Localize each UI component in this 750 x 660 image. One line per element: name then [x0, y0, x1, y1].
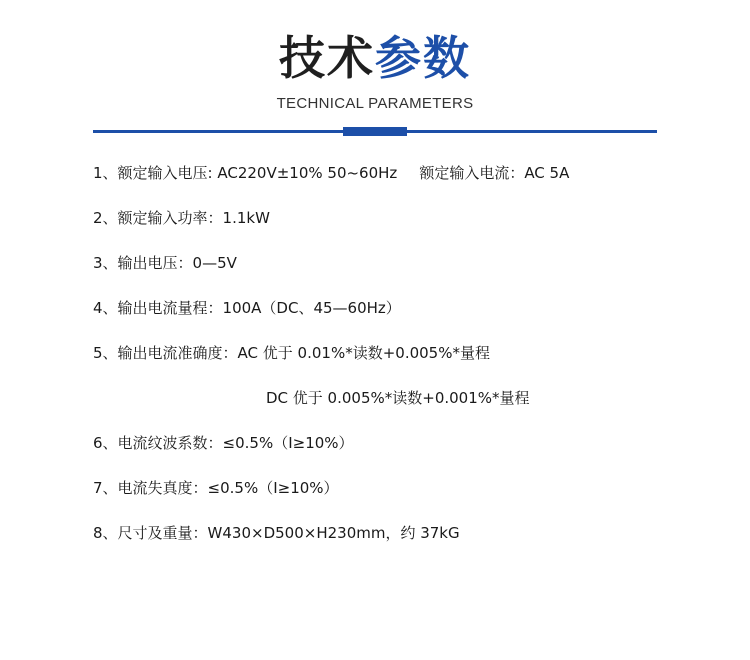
param-text: 7、电流失真度：≤0.5%（I≥10%）: [93, 479, 339, 497]
param-item-ripple: [93, 430, 354, 456]
param-item-size-weight: [93, 520, 460, 546]
param-item-current-range: [93, 295, 401, 321]
title-part-2: 参数: [375, 31, 471, 85]
page-subtitle: TECHNICAL PARAMETERS: [276, 95, 474, 112]
param-text: 6、电流纹波系数：≤0.5%（I≥10%）: [93, 434, 354, 452]
param-item-current-accuracy-ac: [93, 340, 490, 366]
param-extra-input-current: 额定输入电流：AC 5A: [419, 164, 570, 182]
param-text: 1、额定输入电压: AC220V±10% 50~60Hz: [93, 164, 398, 182]
page-title: [0, 28, 750, 88]
param-text: 8、尺寸及重量：W430×D500×H230mm，约 37kG: [93, 524, 460, 542]
param-text: DC 优于 0.005%*读数+0.001%*量程: [266, 389, 530, 407]
param-text: 4、输出电流量程：100A（DC、45—60Hz）: [93, 299, 401, 317]
param-item-input-power: [93, 205, 270, 231]
header-divider-accent: [343, 127, 407, 136]
param-item-output-voltage: [93, 250, 237, 276]
param-text: 5、输出电流准确度：AC 优于 0.01%*读数+0.005%*量程: [93, 344, 490, 362]
param-item-input-voltage: [93, 160, 569, 186]
param-item-distortion: [93, 475, 339, 501]
title-part-1: 技术: [279, 31, 375, 85]
param-item-current-accuracy-dc: [266, 385, 530, 411]
param-text: 2、额定输入功率：1.1kW: [93, 209, 270, 227]
param-text: 3、输出电压：0—5V: [93, 254, 237, 272]
